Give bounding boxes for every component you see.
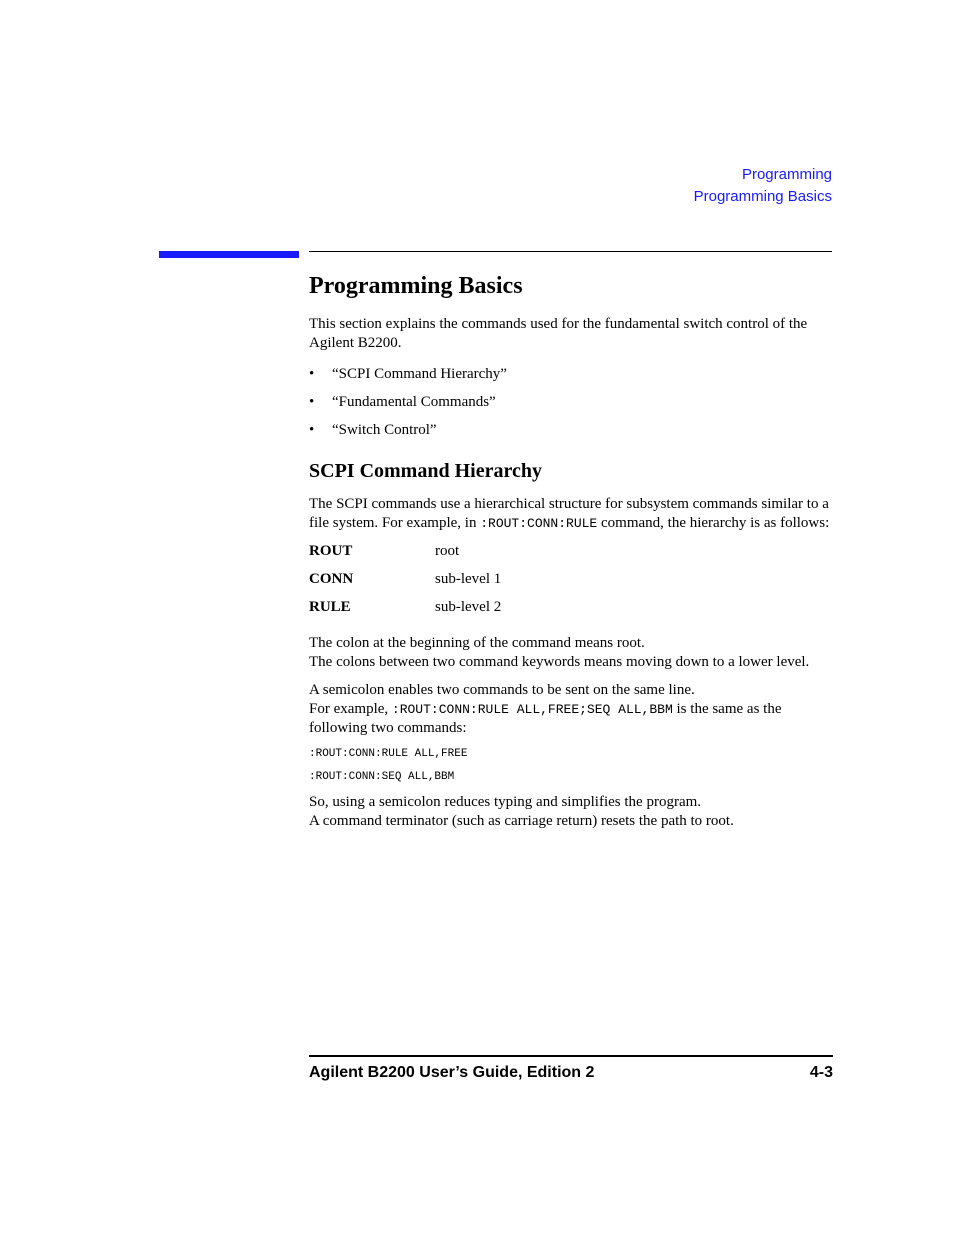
semicolon-paragraph xyxy=(309,681,834,738)
bullet-icon: • xyxy=(309,394,315,410)
keyword-cell: ROUT xyxy=(309,543,353,559)
section-marker-bar xyxy=(159,251,299,258)
text-line: A command terminator (such as carriage return) resets the path to root. xyxy=(309,813,734,829)
inline-code: :ROUT:CONN:RULE ALL,FREE;SEQ ALL,BBM xyxy=(391,702,673,717)
list-item xyxy=(309,365,834,384)
footer-title: Agilent B2200 User’s Guide, Edition 2 xyxy=(309,1064,595,1081)
keyword-cell: CONN xyxy=(309,571,354,587)
hierarchy-table xyxy=(309,542,501,626)
text-fragment: For example, xyxy=(309,701,392,717)
text-fragment: The SCPI commands use a hierarchical structure for subsystem commands similar to a file system. For example, in xyxy=(309,496,829,531)
link-fundamental-commands[interactable]: “Fundamental Commands” xyxy=(332,394,496,410)
hierarchy-paragraph xyxy=(309,495,834,533)
page-body xyxy=(309,268,834,840)
header-link-programming-basics[interactable]: Programming Basics xyxy=(693,188,832,205)
footer-divider xyxy=(309,1055,833,1057)
header-link-programming[interactable]: Programming xyxy=(741,166,832,183)
text-line: So, using a semicolon reduces typing and simplifies the program. xyxy=(309,794,702,810)
text-line: The colons between two command keywords means moving down to a lower level. xyxy=(309,654,810,670)
list-item xyxy=(309,421,834,440)
page-number: 4-3 xyxy=(809,1064,833,1081)
colon-paragraph xyxy=(309,634,834,672)
text-fragment: command, the hierarchy is as follows: xyxy=(597,515,830,531)
level-cell: root xyxy=(435,543,460,559)
table-row xyxy=(309,542,501,570)
text-fragment: is the same as the following two commands: xyxy=(309,701,782,736)
table-row xyxy=(309,598,501,626)
code-line: :ROUT:CONN:SEQ ALL,BBM xyxy=(309,771,455,783)
text-line: The colon at the beginning of the command means root. xyxy=(309,635,645,651)
inline-code: :ROUT:CONN:RULE xyxy=(480,516,598,531)
level-cell: sub-level 2 xyxy=(435,599,502,615)
section-divider xyxy=(309,251,832,252)
link-switch-control[interactable]: “Switch Control” xyxy=(332,422,437,438)
summary-paragraph xyxy=(309,793,834,831)
page-title: Programming Basics xyxy=(309,273,523,299)
bullet-icon: • xyxy=(309,366,315,382)
text-line: A semicolon enables two commands to be sent on the same line. xyxy=(309,682,695,698)
link-scpi-command-hierarchy[interactable]: “SCPI Command Hierarchy” xyxy=(332,366,507,382)
level-cell: sub-level 1 xyxy=(435,571,502,587)
subsection-title: SCPI Command Hierarchy xyxy=(309,460,542,482)
bullet-icon: • xyxy=(309,422,315,438)
intro-paragraph: This section explains the commands used for the fundamental switch control of the Agilent B2200. xyxy=(309,316,808,351)
running-header xyxy=(694,164,832,208)
list-item xyxy=(309,393,834,412)
table-row xyxy=(309,570,501,598)
code-line: :ROUT:CONN:RULE ALL,FREE xyxy=(309,748,468,760)
section-link-list xyxy=(309,365,834,440)
keyword-cell: RULE xyxy=(309,599,351,615)
